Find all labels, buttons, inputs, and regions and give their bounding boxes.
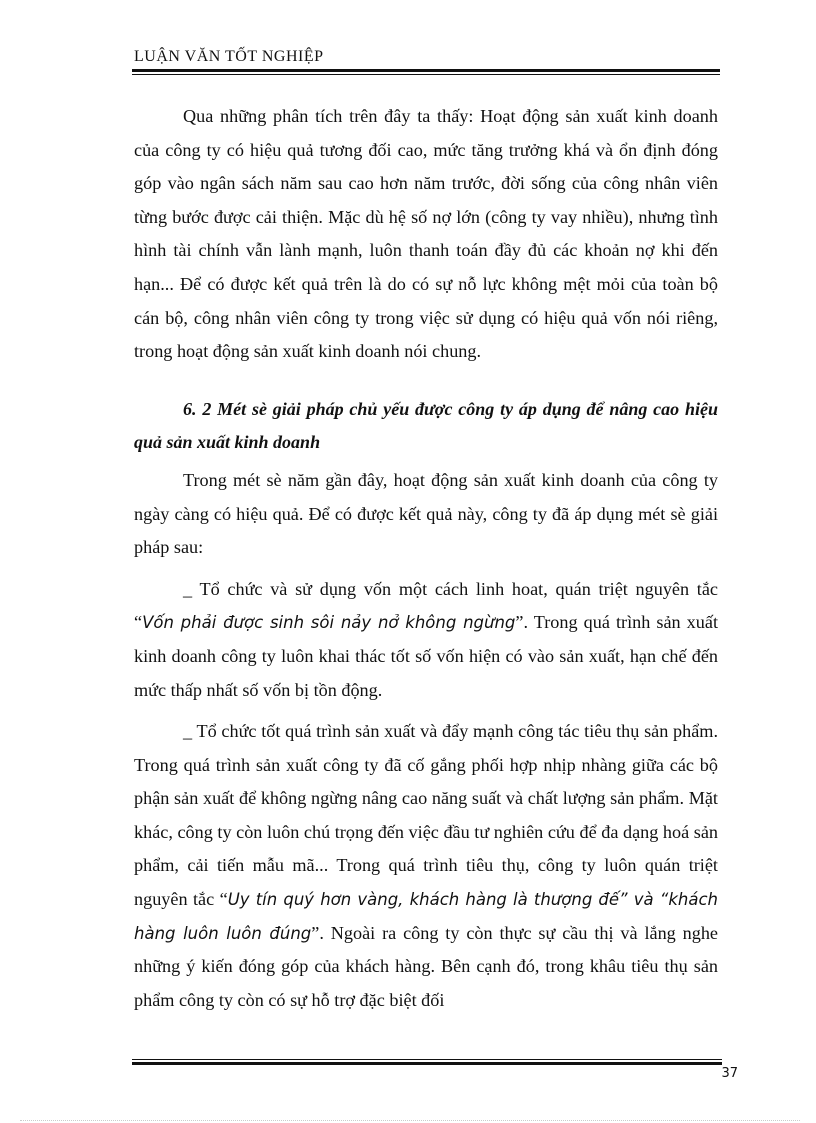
paragraph-analysis: Qua những phân tích trên đây ta thấy: Hoạt động sản xuất kinh doanh của công ty có hiệu quả tương đối cao, mức tăng trưởng khá và ổn định đóng góp vào ngân sách năm sau cao hơn năm trước, đời sống của công nhân viên từng bước được cải thiện. Mặc dù hệ số nợ lớn (công ty vay nhiều), nhưng tình hình tài chính vẫn lành mạnh, luôn thanh toán đầy đủ các khoản nợ khi đến hạn... Để có được kết quả trên là do có sự nỗ lực không mệt mỏi của toàn bộ cán bộ, công nhân viên công ty trong việc sử dụng có hiệu quả vốn nói riêng, trong hoạt động sản xuất kinh doanh nói chung. <box>134 106 718 362</box>
footer-rule <box>132 1059 722 1065</box>
paragraph-production-start: _ Tổ chức tốt quá trình sản xuất và đẩy mạnh công tác tiêu thụ sản phẩm. Trong quá trình sản xuất công ty đã cố gắng phối hợp nhịp nhàng giữa các bộ phận sản xuất để không ngừng nâng cao năng suất và chất lượng sản phẩm. Mặt khác, công ty còn luôn chú trọng đến việc đầu tư nghiên cứu để đa dạng hoá sản phẩm, cải tiến mẫu mã... Trong quá trình tiêu thụ, công ty luôn quán triệt nguyên tắc “ <box>134 721 718 910</box>
paragraph-capital-quote: Vốn phải được sinh sôi nảy nở không ngừng <box>142 613 516 633</box>
header-rule <box>132 69 720 75</box>
section-heading: 6. 2 Mét sè giải pháp chủ yếu được công ty áp dụng để nâng cao hiệu quả sản xuất kinh doanh <box>134 398 718 453</box>
paragraph-production-quote: Uy tín quý hơn vàng, khách hàng là thượng đế” và “khách hàng luôn luôn đúng <box>134 890 718 943</box>
paragraph-capital <box>134 573 718 707</box>
paragraph-production <box>134 715 718 1017</box>
page-number: 37 <box>721 1066 738 1081</box>
page-edge-dots <box>20 1120 800 1121</box>
paragraph-production-end: ”. Ngoài ra công ty còn thực sự cầu thị và lắng nghe những ý kiến đóng góp của khách hàng. Bên cạnh đó, trong khâu tiêu thụ sản phẩm công ty còn có sự hỗ trợ đặc biệt đối <box>134 922 718 1010</box>
running-header: LUẬN VĂN TỐT NGHIỆP <box>134 48 324 65</box>
paragraph-capital-start: _ Tổ chức và sử dụng vốn một cách linh hoat, quán triệt nguyên tắc “ <box>134 578 718 633</box>
document-body <box>134 100 718 1017</box>
paragraph-capital-end: ”. Trong quá trình sản xuất kinh doanh công ty luôn khai thác tốt số vốn hiện có vào sản xuất, hạn chế đến mức thấp nhất số vốn bị tồn động. <box>134 612 718 700</box>
paragraph-intro: Trong mét sè năm gần đây, hoạt động sản xuất kinh doanh của công ty ngày càng có hiệu quả. Để có được kết quả này, công ty đã áp dụng mét sè giải pháp sau: <box>134 469 718 558</box>
